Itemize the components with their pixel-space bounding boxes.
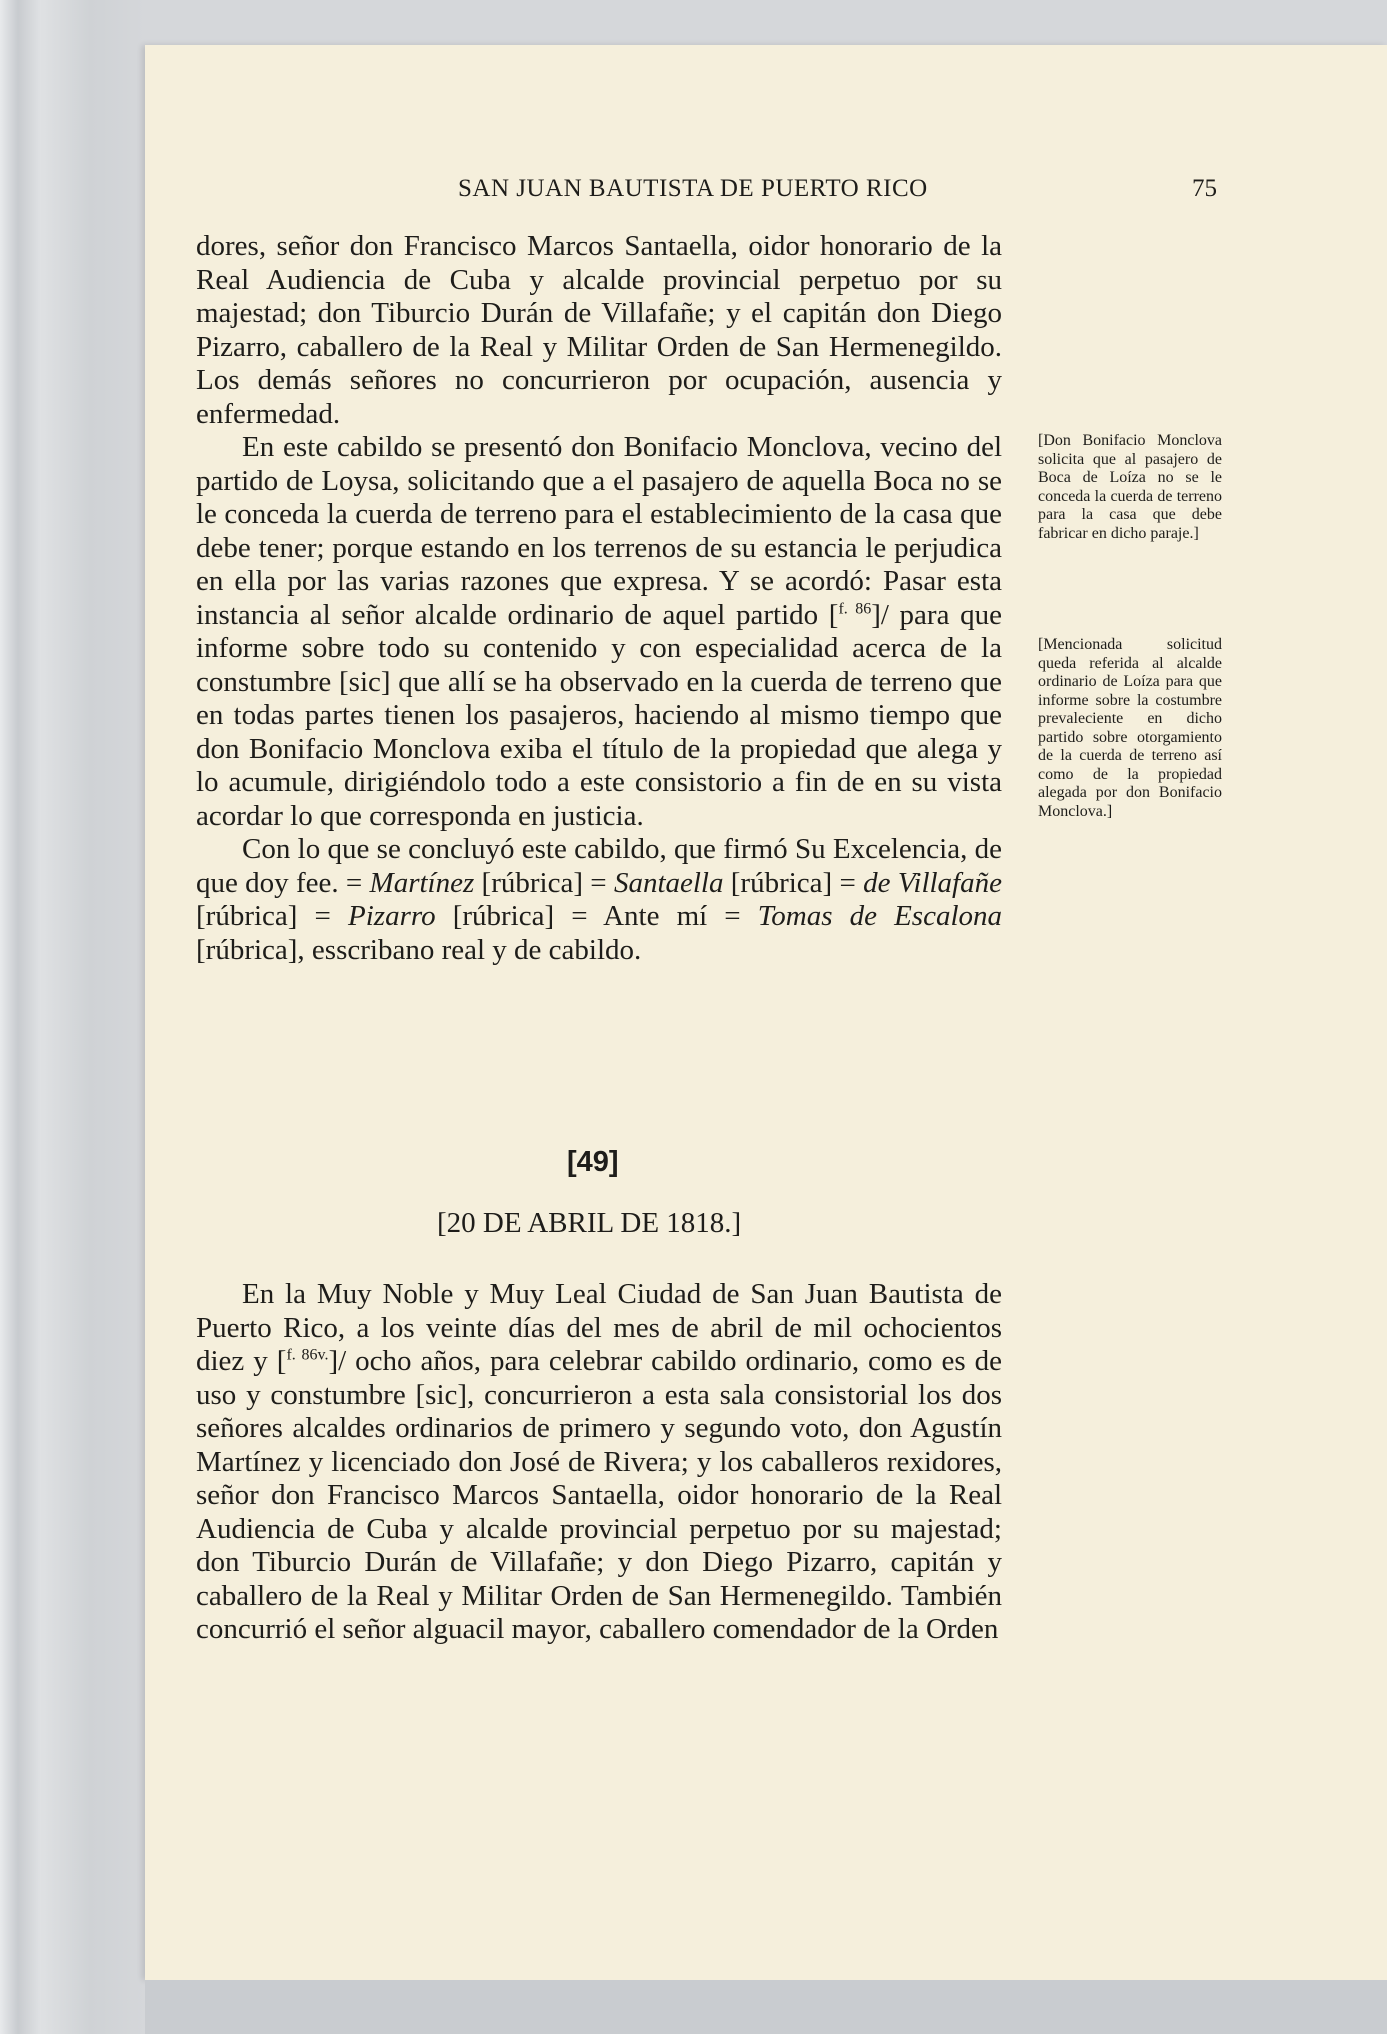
closing-text: [rúbrica] = Ante mí = [435, 900, 758, 932]
signature-martinez: Martínez [369, 866, 475, 899]
signature-villafane: de Villafañe [863, 866, 1002, 899]
signature-escalona: Tomas de Escalona [757, 900, 1002, 932]
paragraph-text: En la Muy Noble y Muy Leal Ciudad de San Juan Bautista de Puerto Rico, a los veinte días del mes de abril de mil ochocientos diez y [ [196, 1278, 1002, 1377]
signature-pizarro: Pizarro [348, 900, 436, 932]
scan-bottom-edge [145, 1980, 1387, 2034]
document-date: [20 DE ABRIL DE 1818.] [437, 1207, 742, 1239]
page-number: 75 [1192, 175, 1217, 202]
paragraph-monclova-request [196, 431, 1002, 833]
paragraph-text: ]/ ocho años, para celebrar cabildo ordinario, como es de uso y constumbre [sic], concurrieron a esta sala consistorial los dos señores alcaldes ordinarios de primero y segundo voto, don Agustín Martínez y licenciado don José de Rivera; y los caballeros rexidores, señor don Francisco Marcos Santaella, oidor honorario de la Real Audiencia de Cuba y alcalde provincial perpetuo por su majestad; don Tiburcio Durán de Villafañe; y don Diego Pizarro, capitán y caballero de la Real y Militar Orden de San Hermenegildo. También concurrió el señor alguacil mayor, caballero comendador de la Orden [196, 1345, 1002, 1645]
folio-marker [286, 1346, 328, 1363]
paragraph-session-opening [196, 1278, 1002, 1647]
entry-49-text [196, 1278, 1002, 1647]
folio-number: 86v. [301, 1346, 329, 1364]
closing-text: [rúbrica], esscribano real y de cabildo. [196, 933, 642, 966]
document-number: [49] [567, 1146, 619, 1178]
paragraph-attendees: dores, señor don Francisco Marcos Santaella, oidor honorario de la Real Audiencia de Cuba y alcalde provincial perpetuo por su majestad; don Tiburcio Durán de Villafañe; y el capitán don Diego Pizarro, caballero de la Real y Militar Orden de San Hermenegildo. Los demás señores no concurrieron por ocupación, ausencia y enfermedad. [196, 230, 1002, 430]
paragraph-text: ]/ para que informe sobre todo su contenido y con especialidad acerca de la constumbre [sic] que allí se ha observado en la cuerda de terreno que en todas partes tienen los pasajeros, haciendo al mismo tiempo que don Bonifacio Monclova exiba el título de la propiedad que alega y lo acumule, dirigiéndolo todo a este consistorio a fin de en su vista acordar lo que corresponda en justicia. [196, 598, 1002, 832]
closing-text: [rúbrica] = [723, 866, 864, 899]
margin-note-request: [Don Bonifacio Monclova solicita que al pasajero de Boca de Loíza no se le conceda la cuerda de terreno para la casa que debe fabricar en dicho paraje.] [1038, 432, 1222, 542]
paragraph-text: En este cabildo se presentó don Bonifacio Monclova, vecino del partido de Loysa, solicitando que a el pasajero de aquella Boca no se le conceda la cuerda de terreno para el establecimiento de la casa que debe tener; porque estando en los terrenos de su estancia le perjudica en ella por las varias razones que expresa. Y se acordó: Pasar esta instancia al señor alcalde ordinario de aquel partido [ [196, 431, 1002, 631]
paragraph-closing-signatures [196, 833, 1002, 967]
folio-marker [838, 600, 871, 617]
folio-label: f. [838, 599, 848, 617]
entry-48-text [196, 230, 1002, 967]
closing-text: [rúbrica] = [474, 866, 614, 899]
closing-text: [rúbrica] = [196, 900, 349, 932]
folio-number: 86 [855, 599, 872, 617]
closing-text: Con lo que se concluyó este cabildo, que firmó Su Excelencia, de que doy fee. = [196, 833, 1002, 899]
folio-label: f. [286, 1346, 296, 1364]
margin-note-referral: [Mencionada solicitud queda referida al alcalde ordinario de Loíza para que informe sobre la costumbre prevaleciente en dicho partido sobre otorgamiento de la cuerda de terreno así como de la propiedad alegada por don Bonifacio Monclova.] [1038, 636, 1222, 820]
signature-santaella: Santaella [613, 866, 724, 899]
running-header: SAN JUAN BAUTISTA DE PUERTO RICO [458, 175, 928, 202]
